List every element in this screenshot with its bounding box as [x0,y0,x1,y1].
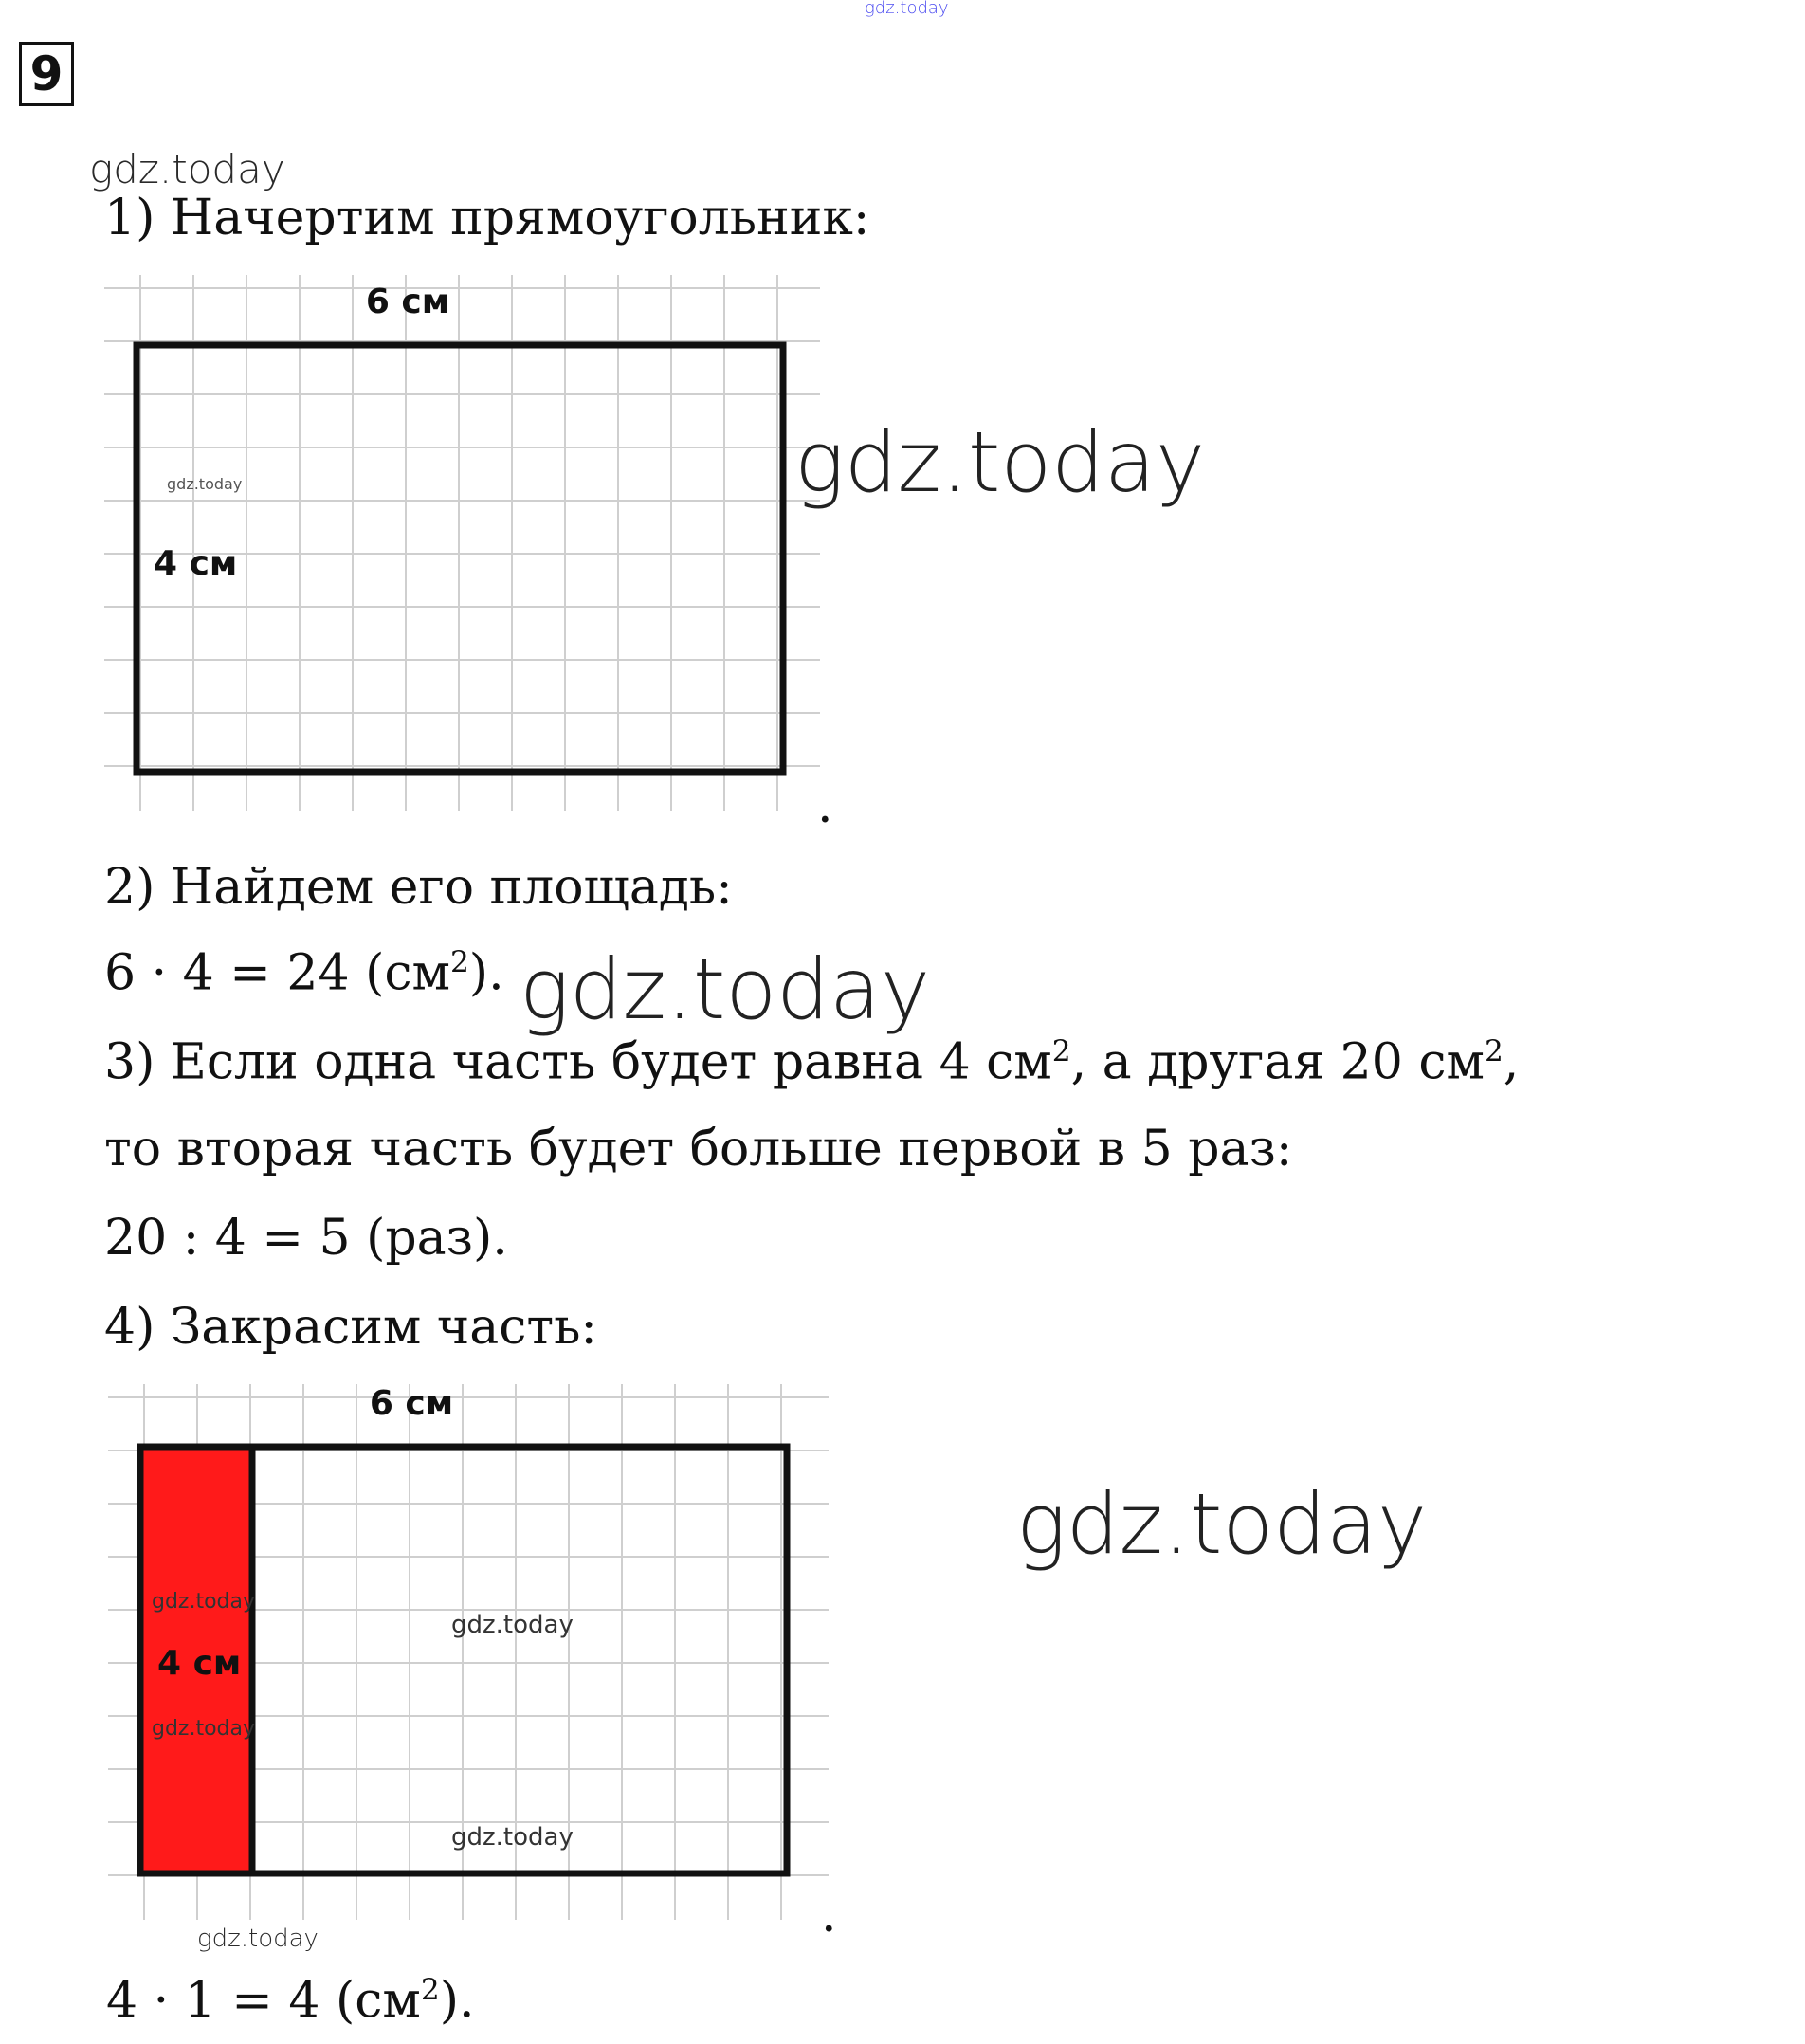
step-4-text: 4) Закрасим часть: [104,1299,597,1356]
superscript: 2 [1484,1034,1504,1068]
watermark-text: gdz.today [152,1717,256,1741]
superscript: 2 [449,945,469,979]
period: . [821,1887,837,1944]
step-1-text: 1) Начертим прямоугольник: [104,190,870,246]
width-label: 6 см [369,1384,454,1423]
task-number-box: 9 [19,42,74,106]
calc-end: ). [439,1972,475,2030]
step-3-line2: то вторая часть будет больше первой в 5 раз: [104,1121,1293,1177]
top-watermark: gdz.today [865,0,949,18]
step-2-calc [104,944,504,1002]
superscript: 2 [1051,1034,1071,1068]
calc-text: 6 · 4 = 24 (см [104,944,450,1002]
watermark-text: gdz.today [451,1823,574,1852]
watermark-text: gdz.today [167,475,243,493]
height-label: 4 см [157,1644,242,1683]
step-3-part1: 3) Если одна часть будет равна 4 см [104,1033,1052,1091]
step-3-calc: 20 : 4 = 5 (раз). [104,1210,508,1267]
watermark-large: gdz.today [520,940,931,1038]
height-label: 4 см [154,544,238,583]
step-4-calc [106,1972,475,2030]
watermark-large: gdz.today [1016,1475,1428,1573]
width-label: 6 см [365,283,450,321]
watermark-text: gdz.today [451,1611,574,1639]
watermark-text: gdz.today [89,146,285,192]
calc-text: 4 · 1 = 4 (см [106,1972,421,2030]
watermark-large: gdz.today [794,413,1206,511]
period: . [817,777,833,834]
superscript: 2 [420,1973,440,2007]
rectangle-figure-1 [95,275,834,825]
rectangle-figure-2 [99,1384,838,1934]
calc-end: ). [468,944,504,1002]
step-3-part3: , [1503,1033,1520,1091]
watermark-text: gdz.today [197,1925,319,1953]
step-2-text: 2) Найдем его площадь: [104,859,733,916]
step-3-part2: , а другая 20 см [1070,1033,1485,1091]
watermark-text: gdz.today [152,1590,256,1614]
step-3-text [104,1033,1520,1091]
